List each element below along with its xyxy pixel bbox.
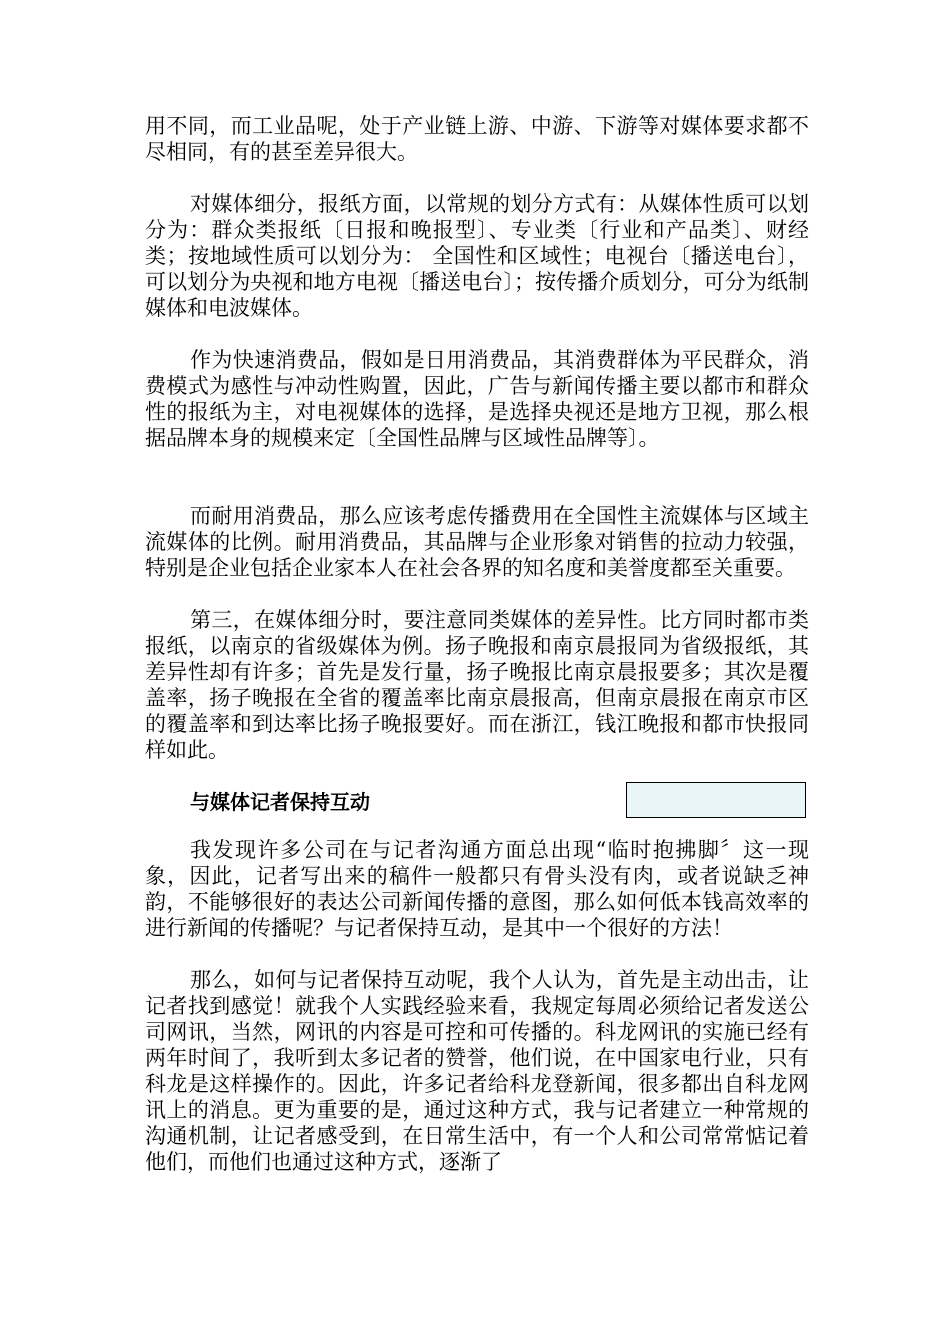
section-heading-row [145,789,809,829]
shaded-text-box [626,782,806,818]
section-heading: 与媒体记者保持互动 [190,790,370,814]
paragraph-6: 我发现许多公司在与记者沟通方面总出现“临时抱拂脚〞这一现象，因此，记者写出来的稿件一般都只有骨头没有肉，或者说缺乏神韵，不能够很好的表达公司新闻传播的意图，那么如何低本钱高效率的进行新闻的传播呢？与记者保持互动，是其中一个很好的方法！ [145,838,809,940]
paragraph-7: 那么，如何与记者保持互动呢，我个人认为，首先是主动出击，让记者找到感觉！就我个人实践经验来看，我规定每周必须给记者发送公司网讯，当然，网讯的内容是可控和可传播的。科龙网讯的实施已经有两年时间了，我听到太多记者的赞誉，他们说，在中国家电行业，只有科龙是这样操作的。因此，许多记者给科龙登新闻，很多都出自科龙网讯上的消息。更为重要的是，通过这种方式，我与记者建立一种常规的沟通机制，让记者感受到，在日常生活中，有一个人和公司常常惦记着他们，而他们也通过这种方式，逐渐了 [145,968,809,1174]
paragraph-4: 而耐用消费品，那么应该考虑传播费用在全国性主流媒体与区域主流媒体的比例。耐用消费品，其品牌与企业形象对销售的拉动力较强，特别是企业包括企业家本人在社会各界的知名度和美誉度都至关重要。 [145,504,809,580]
paragraph-5: 第三，在媒体细分时，要注意同类媒体的差异性。比方同时都市类报纸，以南京的省级媒体为例。扬子晚报和南京晨报同为省级报纸，其差异性却有许多；首先是发行量，扬子晚报比南京晨报要多；其次是覆盖率，扬子晚报在全省的覆盖率比南京晨报高，但南京晨报在南京市区的覆盖率和到达率比扬子晚报要好。而在浙江，钱江晚报和都市快报同样如此。 [145,608,809,762]
paragraph-2: 对媒体细分，报纸方面，以常规的划分方式有：从媒体性质可以划分为：群众类报纸〔日报和晚报型〕、专业类〔行业和产品类〕、财经类；按地域性质可以划分为： 全国性和区域性；电视台〔播送电台〕，可以划分为央视和地方电视〔播送电台〕；按传播介质划分，可分为纸制媒体和电波媒体。 [145,192,809,320]
paragraph-3: 作为快速消费品，假如是日用消费品，其消费群体为平民群众，消费模式为感性与冲动性购置，因此，广告与新闻传播主要以都市和群众性的报纸为主，对电视媒体的选择，是选择央视还是地方卫视，那么根据品牌本身的规模来定〔全国性品牌与区域性品牌等〕。 [145,348,809,450]
paragraph-1: 用不同，而工业品呢，处于产业链上游、中游、下游等对媒体要求都不尽相同，有的甚至差异很大。 [145,114,809,164]
document-body [145,113,809,1201]
